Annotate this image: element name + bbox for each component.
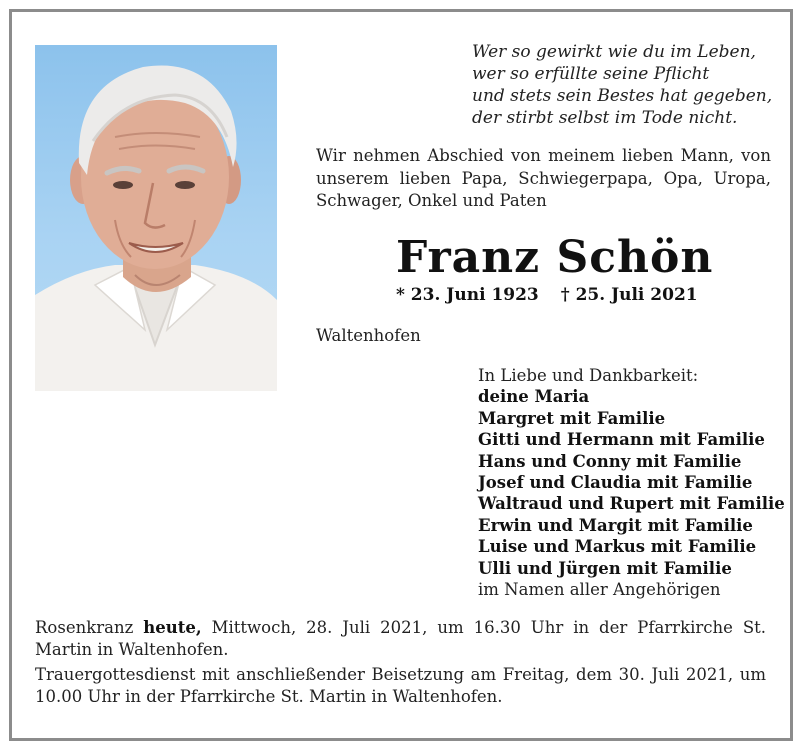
birth-date: * 23. Juni 1923 <box>396 285 539 305</box>
funeral-service-notice: Trauergottesdienst mit anschließender Beisetzung am Freitag, dem 30. Juli 2021, um 10.00 Uhr in der Pfarrkirche St. Martin in Waltenhofen. <box>35 665 766 706</box>
death-date: † 25. Juli 2021 <box>560 285 698 305</box>
mourner-entry: Luise und Markus mit Familie <box>478 537 757 557</box>
mourners-outro: im Namen aller Angehörigen <box>478 580 721 600</box>
portrait-illustration <box>35 45 277 391</box>
mourner-entry: Gitti und Hermann mit Familie <box>478 430 765 450</box>
life-dates <box>396 285 726 305</box>
rosary-prefix: Rosenkranz <box>35 618 134 637</box>
mourner-entry: Waltraud und Rupert mit Familie <box>478 494 785 514</box>
mourners-list <box>478 365 785 600</box>
mourner-entry: Margret mit Familie <box>478 408 666 428</box>
hometown: Waltenhofen <box>316 326 421 345</box>
rosary-notice <box>35 617 766 661</box>
mourner-entry: Josef und Claudia mit Familie <box>478 473 753 493</box>
mourner-entry: deine Maria <box>478 387 590 407</box>
verse-line: wer so erfüllte seine Pflicht <box>472 64 710 84</box>
verse-line: der stirbt selbst im Tode nicht. <box>472 108 738 128</box>
mourners-intro: In Liebe und Dankbarkeit: <box>478 366 699 385</box>
mourner-entry: Erwin und Margit mit Familie <box>478 515 753 535</box>
farewell-intro: Wir nehmen Abschied von meinem lieben Mann, von unserem lieben Papa, Schwiegerpapa, Opa, Uropa, Schwager, Onkel und Paten <box>316 146 771 210</box>
deceased-name: Franz Schön <box>396 232 714 283</box>
mourner-entry: Hans und Conny mit Familie <box>478 451 742 471</box>
verse-line: und stets sein Bestes hat gegeben, <box>472 86 773 106</box>
rosary-details: Mittwoch, 28. Juli 2021, um 16.30 Uhr in der Pfarrkirche St. Martin in Waltenhofen. <box>35 618 767 659</box>
verse-line: Wer so gewirkt wie du im Leben, <box>472 42 756 62</box>
mourner-entry: Ulli und Jürgen mit Familie <box>478 558 732 578</box>
portrait-photo <box>35 45 277 391</box>
rosary-highlight: heute, <box>143 618 202 637</box>
memorial-verse <box>472 41 772 129</box>
